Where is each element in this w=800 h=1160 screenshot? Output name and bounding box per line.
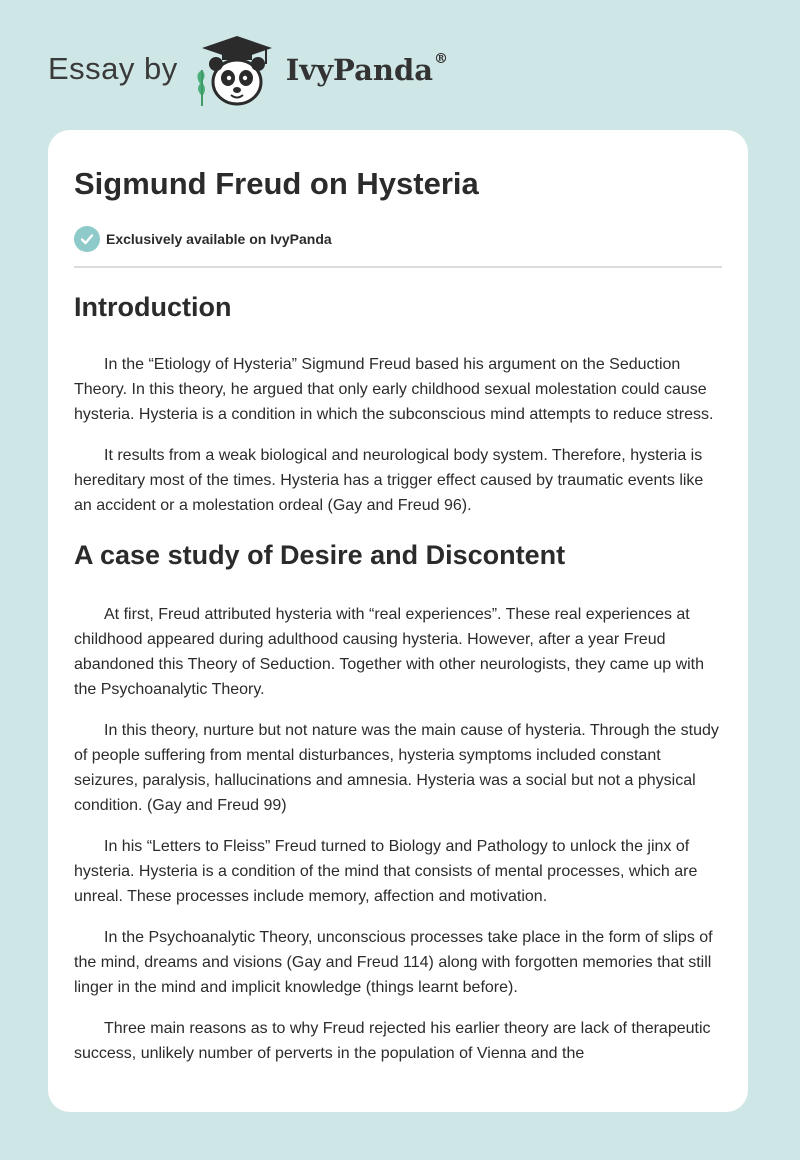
title-divider bbox=[74, 266, 722, 268]
paragraph: Three main reasons as to why Freud rejected his earlier theory are lack of therapeutic success, unlikely number of perverts in the population of Vienna and the bbox=[74, 1020, 711, 1062]
essay-by-label: Essay by bbox=[48, 51, 178, 86]
essay-card bbox=[48, 130, 748, 1112]
checkmark-icon bbox=[74, 226, 100, 252]
panda-logo-icon[interactable] bbox=[192, 34, 282, 110]
ivypanda-brand-name[interactable] bbox=[286, 53, 448, 87]
paragraph: It results from a weak biological and neurological body system. Therefore, hysteria is hereditary most of the times. Hysteria has a trigger effect caused by traumatic events like an accident or a molestation ordeal (Gay and Freud 96). bbox=[74, 447, 704, 514]
paragraph: At first, Freud attributed hysteria with “real experiences”. These real experiences at childhood appeared during adulthood causing hysteria. However, after a year Freud abandoned this Theory of Seduction. Together with other neurologists, they came up with the Psychoanalytic Theory. bbox=[74, 606, 705, 698]
exclusive-badge-text: Exclusively available on IvyPanda bbox=[106, 231, 332, 247]
brand-name-text: IvyPanda bbox=[285, 53, 434, 87]
paragraph: In his “Letters to Fleiss” Freud turned to Biology and Pathology to unlock the jinx of hysteria. Hysteria is a condition of the mind that consists of mental processes, which are unreal. These processes include memory, affection and motivation. bbox=[74, 838, 698, 905]
section-heading-introduction: Introduction bbox=[74, 292, 232, 322]
essay-title: Sigmund Freud on Hysteria bbox=[74, 166, 479, 201]
section-heading-case-study: A case study of Desire and Discontent bbox=[74, 540, 566, 570]
paragraph: In the “Etiology of Hysteria” Sigmund Freud based his argument on the Seduction Theory. In this theory, he argued that only early childhood sexual molestation could cause hysteria. Hysteria is a condition in which the subconscious mind attempts to reduce stress. bbox=[74, 356, 714, 423]
registered-mark: ® bbox=[434, 51, 449, 67]
paragraph: In this theory, nurture but not nature was the main cause of hysteria. Through the study of people suffering from mental disturbances, hysteria symptoms included constant seizures, paralysis, hallucinations and amnesia. Hysteria was a social but not a physical condition. (Gay and Freud 99) bbox=[74, 722, 719, 814]
exclusive-badge bbox=[74, 226, 722, 252]
paragraph: In the Psychoanalytic Theory, unconscious processes take place in the form of slips of the mind, dreams and visions (Gay and Freud 114) along with forgotten memories that still linger in the mind and implicit knowledge (things learnt before). bbox=[74, 929, 713, 996]
site-header bbox=[48, 32, 448, 112]
